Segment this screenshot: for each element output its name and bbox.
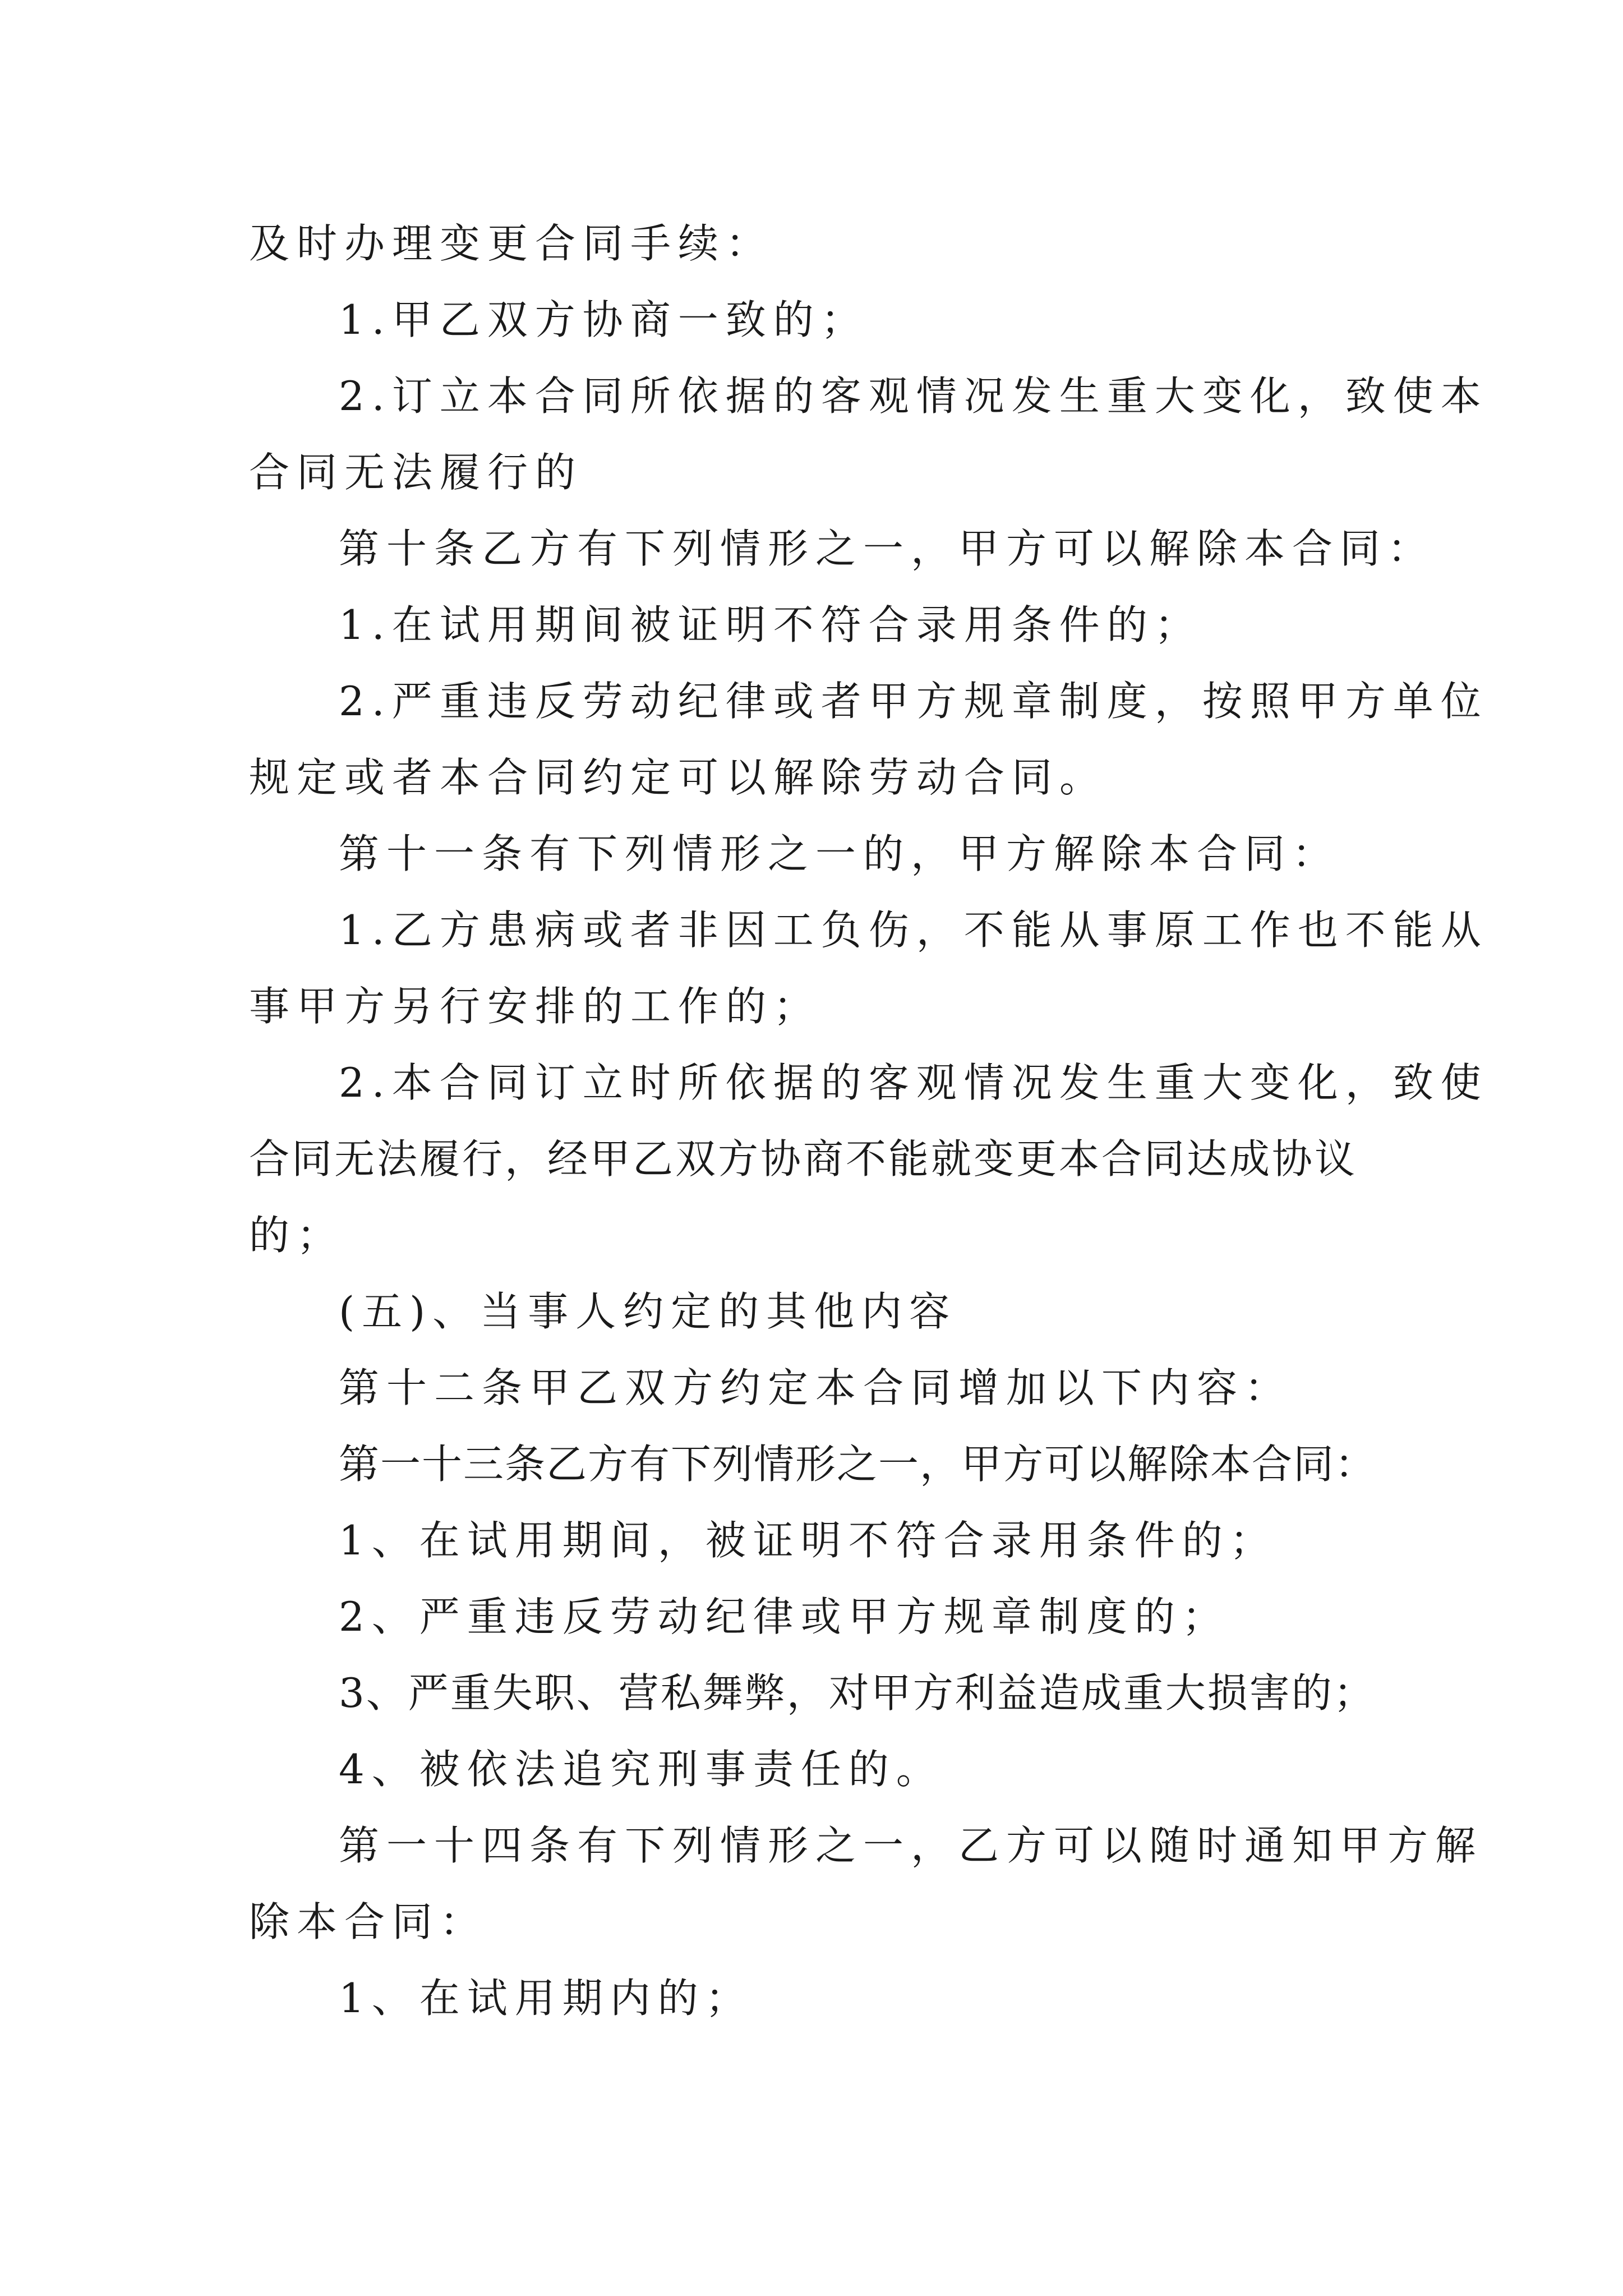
text-line: 3、严重失职、营私舞弊，对甲方利益造成重大损害的； — [339, 1669, 1376, 1717]
text-line: 1、在试用期内的； — [339, 1975, 753, 2022]
text-line: (五)、当事人约定的其他内容 — [339, 1288, 957, 1335]
text-line: 事甲方另行安排的工作的； — [249, 983, 822, 1030]
text-line: 2.本合同订立时所依据的客观情况发生重大变化，致使 — [339, 1059, 1488, 1106]
text-line: 第十一条有下列情形之一的，甲方解除本合同： — [339, 830, 1340, 877]
text-line: 及时办理变更合同手续： — [249, 220, 774, 267]
text-line: 1.乙方患病或者非因工负伤，不能从事原工作也不能从 — [339, 907, 1488, 954]
text-line: 第一十四条有下列情形之一，乙方可以随时通知甲方解 — [339, 1822, 1483, 1869]
text-line: 规定或者本合同约定可以解除劳动合同。 — [249, 754, 1108, 801]
text-line: 的； — [249, 1212, 345, 1259]
text-line: 2.严重违反劳动纪律或者甲方规章制度，按照甲方单位 — [339, 678, 1488, 725]
text-line: 合同无法履行，经甲乙双方协商不能就变更本合同达成协议 — [249, 1135, 1358, 1182]
text-line: 1.在试用期间被证明不符合录用条件的； — [339, 601, 1202, 648]
text-line: 第十条乙方有下列情形之一，甲方可以解除本合同： — [339, 525, 1436, 572]
text-line: 4、被依法追究刑事责任的。 — [339, 1746, 944, 1793]
text-line: 第十二条甲乙双方约定本合同增加以下内容： — [339, 1364, 1293, 1411]
text-line: 1、在试用期间，被证明不符合录用条件的； — [339, 1517, 1278, 1564]
text-line: 2、严重违反劳动纪律或甲方规章制度的； — [339, 1593, 1230, 1640]
text-line: 合同无法履行的 — [249, 449, 583, 496]
text-line: 1.甲乙双方协商一致的； — [339, 296, 869, 343]
text-line: 第一十三条乙方有下列情形之一，甲方可以解除本合同： — [339, 1441, 1377, 1488]
text-line: 2.订立本合同所依据的客观情况发生重大变化，致使本 — [339, 372, 1488, 420]
text-line: 除本合同： — [249, 1898, 488, 1945]
